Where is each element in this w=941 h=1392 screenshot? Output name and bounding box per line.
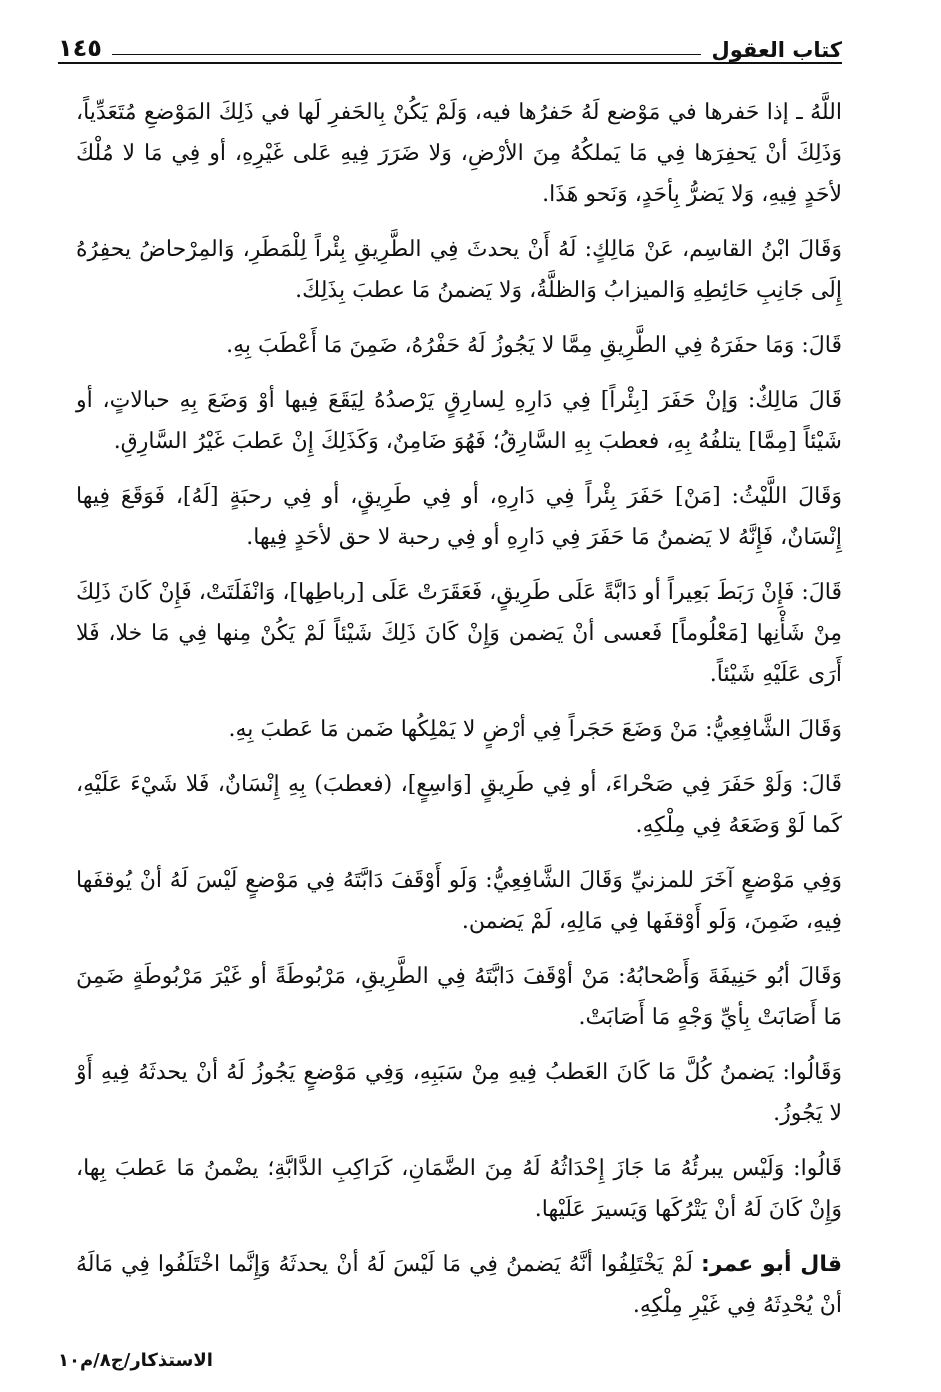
paragraph bbox=[76, 476, 842, 558]
paragraph-text: قَالَ: وَلَوْ حَفَرَ فِي صَحْراءَ، أو فِي طَرِيقٍ [وَاسِعٍ]، (فعطبَ) بِهِ إِنْسَانٌ، فَلا شَيْءَ عَلَيْهِ، كَما لَوْ وَضَعَهُ فِي مِلْكِهِ. bbox=[76, 772, 842, 838]
paragraph bbox=[76, 572, 842, 695]
paragraph-lead: قال أبو عمر: bbox=[700, 1252, 842, 1277]
paragraph-text: وَقَالُوا: يَضمنُ كُلَّ مَا كَانَ العَطبُ فِيهِ مِنْ سَبَبِهِ، وَفِي مَوْضعٍ يَجُوزُ لَهُ أنْ يحدثَهُ فِيهِ أَوْ لا يَجُوزُ. bbox=[76, 1060, 842, 1126]
paragraph bbox=[76, 1244, 842, 1326]
paragraph bbox=[76, 956, 842, 1038]
paragraph-text: وَقَالَ اللَّيْثُ: [مَنْ] حَفَرَ بِئْراً فِي دَارِهِ، أو فِي طَرِيقٍ، أو فِي رحبَةٍ [لَهُ]، فَوَقَعَ فِيها إِنْسَانٌ، فَإِنَّهُ لا يَضمنُ مَا حَفَرَ فِي دَارِهِ أو فِي رحبة لا حق لأحَدٍ فِيها. bbox=[76, 484, 842, 550]
body-text bbox=[76, 92, 842, 1340]
paragraph bbox=[76, 1052, 842, 1134]
paragraph-text: قَالَ: فَإِنْ رَبَطَ بَعِيراً أو دَابَّةً عَلَى طَرِيقٍ، فَعَقَرَتْ عَلَى [رباطِها]، وَانْفَلَتَتْ، فَإِنْ كَانَ ذَلِكَ مِنْ شَأْنِها [مَعْلُوماً] فَعسى أنْ يَضمن وَإِنْ كَانَ ذَلِكَ شَيْئاً لَمْ يَكُنْ مِنها فِي مَا خلا، فَلا أَرَى عَلَيْهِ شَيْئاً. bbox=[76, 580, 842, 687]
footer-signature: الاستذكار/ج٨/م١٠ bbox=[58, 1350, 213, 1371]
running-head bbox=[58, 26, 842, 62]
paragraph bbox=[76, 1148, 842, 1230]
header-leader-line bbox=[112, 54, 702, 55]
paragraph bbox=[76, 380, 842, 462]
paragraph-text: وَقَالَ أبُو حَنِيفَةَ وَأَصْحابُهُ: مَنْ أوْقَفَ دَابَّتَهُ فِي الطَّرِيقِ، مَرْبُوطَةً أو غَيْرَ مَرْبُوطَةٍ ضَمِنَ مَا أَصَابَتْ بِأيِّ وَجْهٍ مَا أَصَابَتْ. bbox=[76, 964, 842, 1030]
paragraph-text: قَالُوا: وَلَيْس يبرئُهُ مَا جَازَ إِحْدَاثُهُ لَهُ مِنَ الضَّمَانِ، كَرَاكِبِ الدَّابَّةِ؛ يضْمنُ مَا عَطبَ بِها، وَإِنْ كَانَ لَهُ أنْ يَتْرُكَها وَيَسيرَ عَلَيْها. bbox=[76, 1156, 842, 1222]
paragraph-text: لَمْ يَخْتَلِفُوا أنَّهُ يَضمنُ فِي مَا لَيْسَ لَهُ أنْ يحدثَهُ وَإِنَّما اخْتَلَفُوا فِي مَالَهُ أنْ يُحْدِثَهُ فِي غَيْرِ مِلْكِهِ. bbox=[76, 1252, 842, 1318]
header-rule bbox=[58, 62, 842, 64]
paragraph-text: وَقَالَ الشَّافِعِيُّ: مَنْ وَضَعَ حَجَراً فِي أرْضٍ لا يَمْلِكُها ضَمن مَا عَطبَ بِهِ. bbox=[228, 717, 842, 742]
page-number: ١٤٥ bbox=[58, 34, 102, 62]
paragraph bbox=[76, 92, 842, 215]
paragraph-text: وَفِي مَوْضعٍ آخَرَ للمزنيِّ وَقَالَ الشَّافِعِيُّ: وَلَو أَوْقَفَ دَابَّتَهُ فِي مَوْضعٍ لَيْسَ لَهُ أنْ يُوقفَها فِيهِ، ضَمِنَ، وَلَو أَوْقفَها فِي مَالِهِ، لَمْ يَضمن. bbox=[76, 868, 842, 934]
paragraph bbox=[76, 860, 842, 942]
paragraph-text: قَالَ مَالِكٌ: وَإنْ حَفَرَ [بِئْراً] فِي دَارِهِ لِسارِقٍ يَرْصدُهُ لِيَقَعَ فِيها أوْ وَضَعَ بِهِ حبالاتٍ، أو شَيْئاً [مِمَّا] يتلفُهُ بِهِ، فعطبَ بِهِ السَّارِقُ؛ فَهُوَ ضَامِنٌ، وَكَذَلِكَ إِنْ عَطبَ غَيْرُ السَّارِقِ. bbox=[76, 388, 842, 454]
paragraph bbox=[76, 764, 842, 846]
paragraph-text: قَالَ: وَمَا حفَرَهُ فِي الطَّرِيقِ مِمَّا لا يَجُوزُ لَهُ حَفْرُهُ، ضَمِنَ مَا أَعْطَبَ بِهِ. bbox=[226, 333, 842, 358]
paragraph-text: وَقَالَ ابْنُ القاسِم، عَنْ مَالِكٍ: لَهُ أَنْ يحدثَ فِي الطَّرِيقِ بِئْراً لِلْمَطَرِ، وَالمِرْحاضُ يحفِرُهُ إِلَى جَانِبِ حَائِطِهِ وَالميزابُ وَالظلَّةُ، وَلا يَضمنُ مَا عطبَ بِذَلِكَ. bbox=[76, 237, 842, 303]
paragraph-text: اللَّهُ ـ إذا حَفرها في مَوْضع لَهُ حَفرُها فيه، وَلَمْ يَكُنْ بِالحَفرِ لَها في ذَلِكَ المَوْضعِ مُتَعَدِّياً، وَذَلِكَ أنْ يَحفِرَها فِي مَا يَملكُهُ مِنَ الأرْضِ، وَلا ضَرَرَ فِيهِ عَلى غَيْرِهِ، أو فِي مَا لا مُلْكَ لأحَدٍ فِيهِ، وَلا يَضرُّ بِأحَدٍ، وَنَحو هَذَا. bbox=[76, 100, 842, 207]
paragraph bbox=[76, 229, 842, 311]
book-title: كتاب العقول bbox=[711, 38, 842, 62]
paragraph bbox=[76, 325, 842, 366]
paragraph bbox=[76, 709, 842, 750]
